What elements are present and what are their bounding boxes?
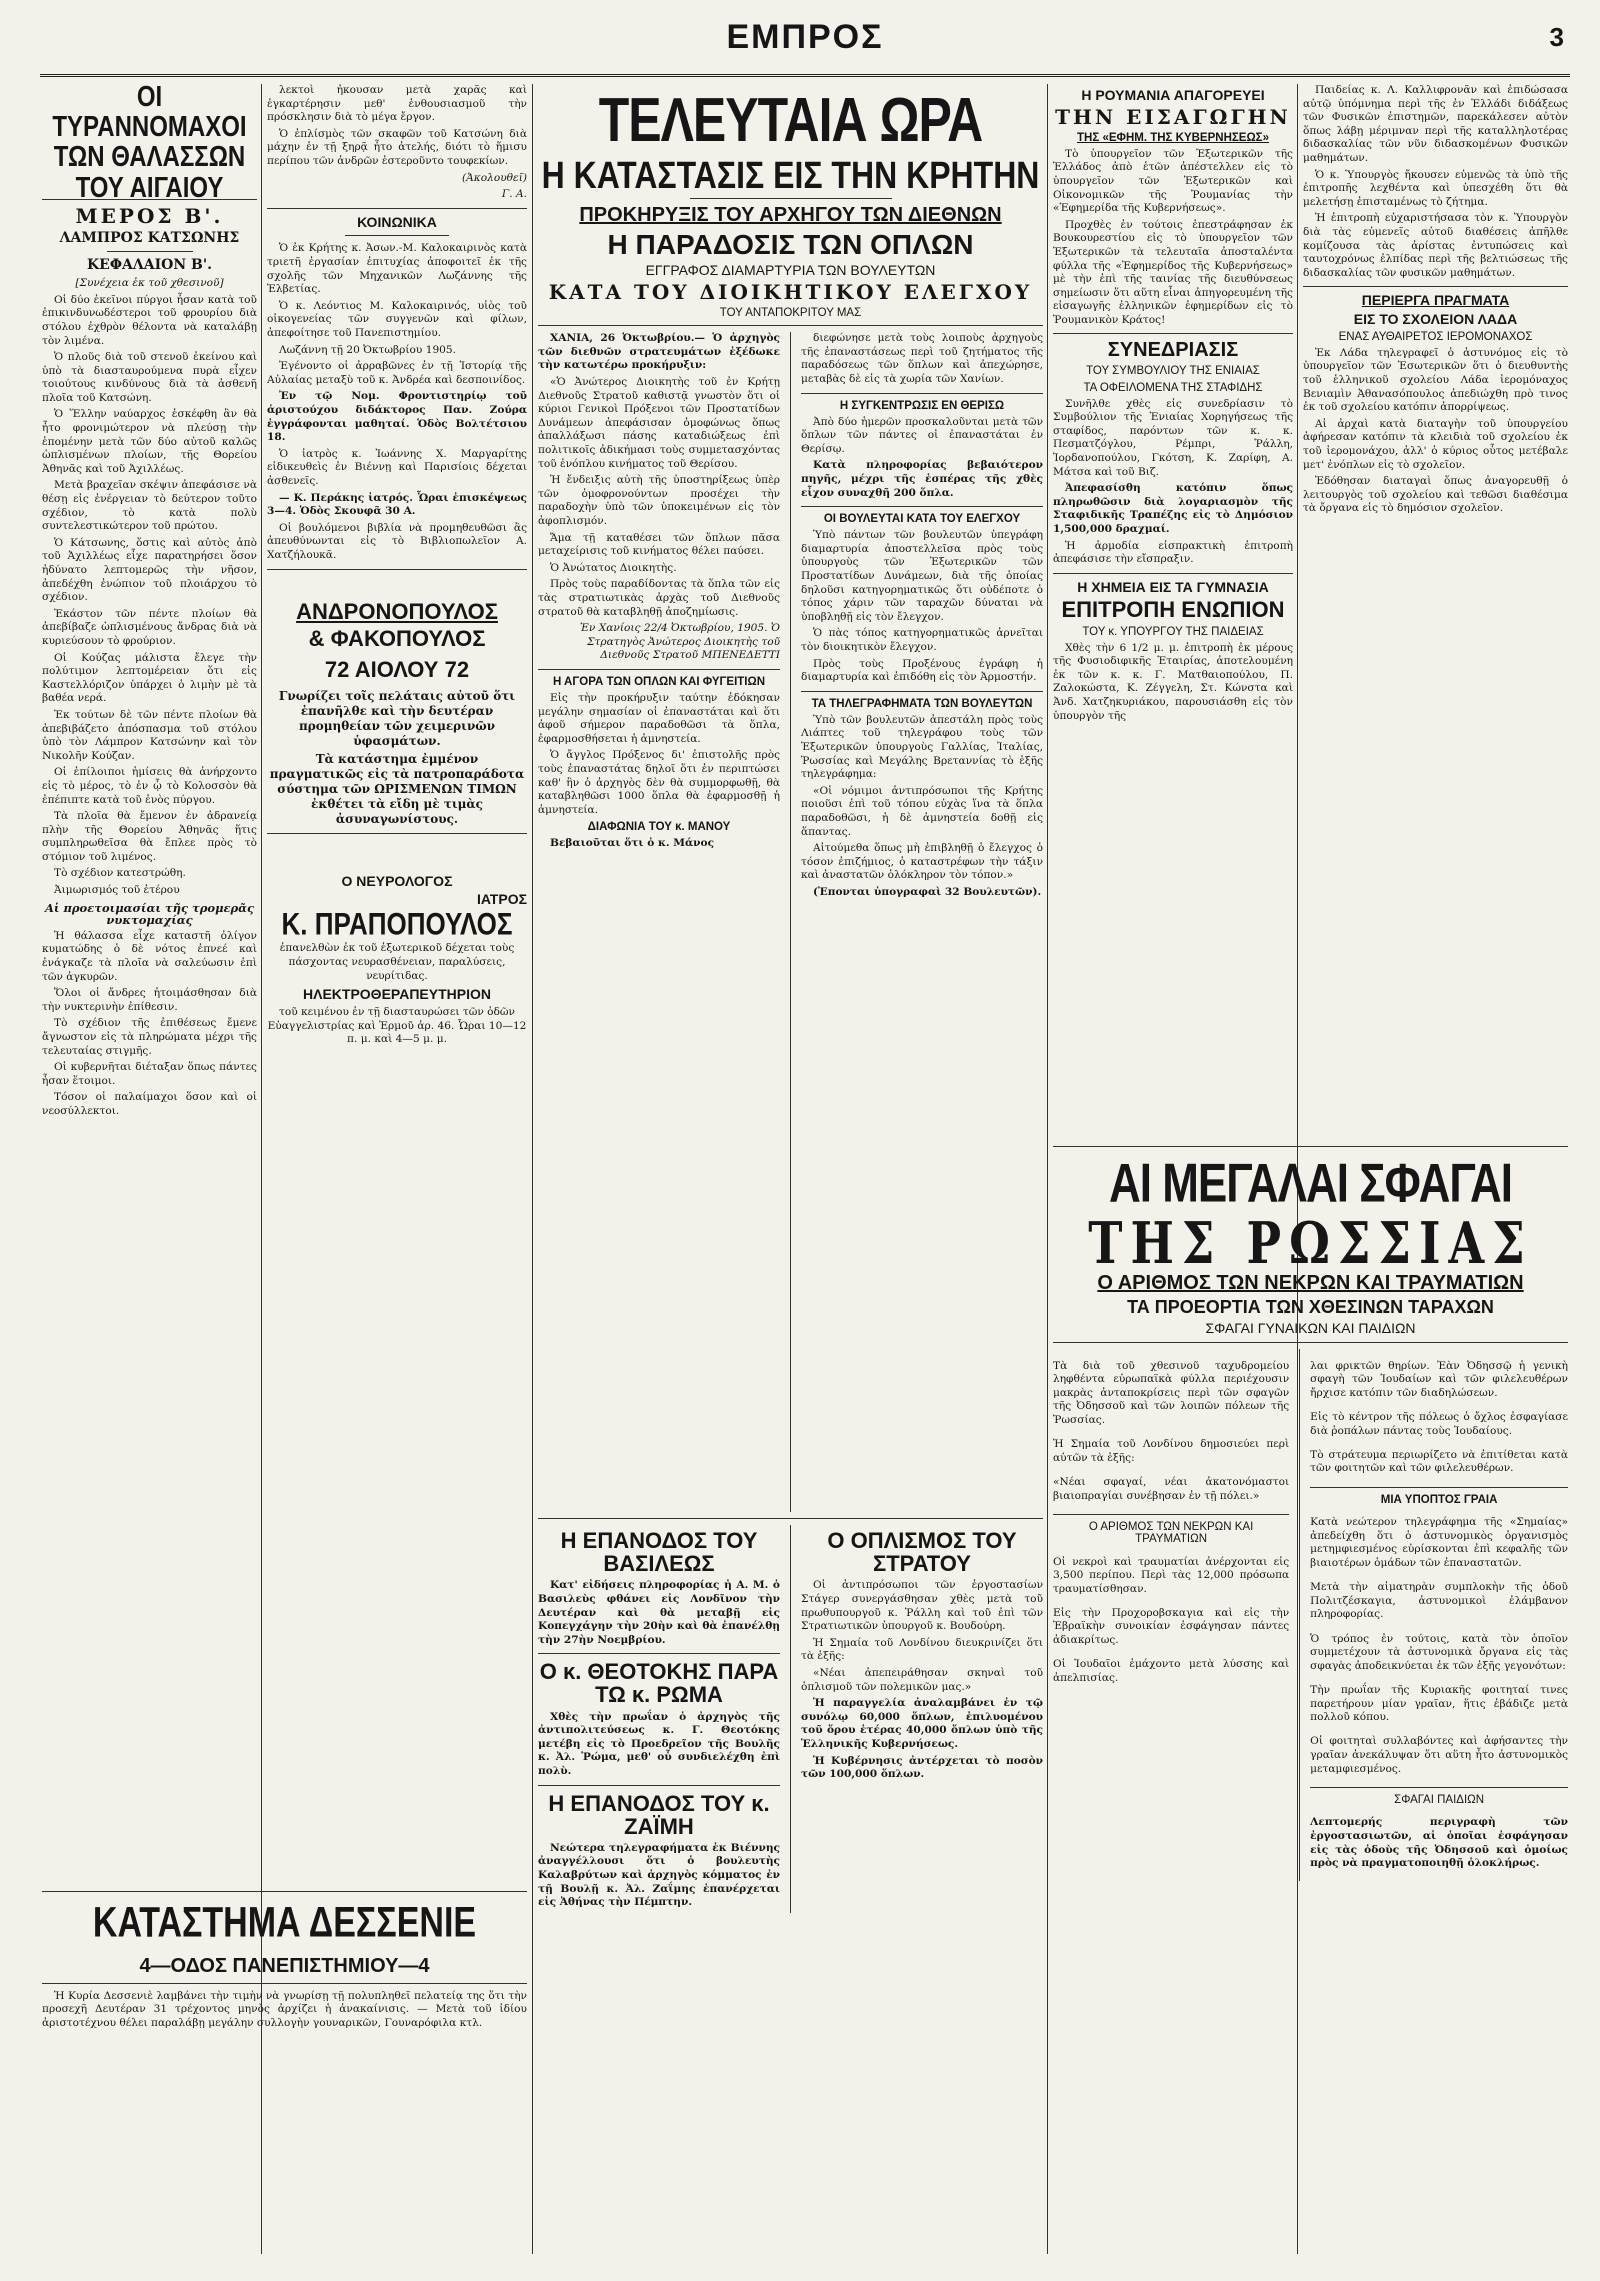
headline: Η ΠΑΡΑΔΟΣΙΣ ΤΩΝ ΟΠΛΩΝ <box>607 229 974 261</box>
headline: ΕΠΙΤΡΟΠΗ ΕΝΩΠΙΟΝ <box>1061 597 1285 623</box>
paragraph: Ἐκ τούτων δὲ τῶν πέντε πλοίων θὰ ἀπεβιβάζετο ἀπόσπασμα τοῦ στόλου ὑπὸ τὸν Λάμπρον Κατσώνην καὶ τὸν Νικολῆν Κούζαν. <box>42 708 257 762</box>
subheading: ΣΦΑΓΑΙ ΠΑΙΔΙΩΝ <box>1394 1793 1485 1806</box>
newspaper-title: ΕΜΠΡΟΣ <box>726 18 884 56</box>
paragraph: Ἡ ἀρμοδία εἰσπρακτικὴ ἐπιτροπὴ ἀπεφάσισε τὴν εἴσπραξιν. <box>1053 539 1293 566</box>
serial-title: ΟΙ ΤΥΡΑΝΝΟΜΑΧΟΙ ΤΩΝ ΘΑΛΑΣΣΩΝ ΤΟΥ ΑΙΓΑΙΟΥ <box>52 84 247 204</box>
column-2 <box>267 84 527 1874</box>
subheading: Η ΣΥΓΚΕΝΤΡΩΣΙΣ ΕΝ ΘΕΡΙΣΩ <box>839 399 1005 412</box>
headline: ΠΕΡΙΕΡΓΑ ΠΡΑΓΜΑΤΑ <box>1361 292 1510 309</box>
headline: ΑΙ ΜΕΓΑΛΑΙ ΣΦΑΓΑΙ <box>1109 1152 1512 1214</box>
paragraph: Ἡ ἔνδειξις αὐτὴ τῆς ὑποστηρίξεως ὑπὲρ τῶν ὁμοφρονούντων προσέχει τὴν παραδοχὴν ὑπὸ τῶν ὑποκειμένων εἰς τὸν ἀφοπλισμόν. <box>538 474 781 527</box>
headline: ΠΡΟΚΗΡΥΞΙΣ ΤΟΥ ΑΡΧΗΓΟΥ ΤΩΝ ΔΙΕΘΝΩΝ <box>579 204 1002 227</box>
continued-note: (Ἀκολουθεῖ) <box>462 171 527 184</box>
article-columns <box>538 332 1043 1512</box>
paragraph: Νεώτερα τηλεγραφήματα ἐκ Βιέννης ἀναγγέλλουσι ὅτι ὁ βουλευτὴς Καλαβρύτων καὶ ἀρχηγὸς κόμματος ἐν τῇ Βουλῇ κ. Ἀλ. Ζαΐμης ἐπανέρχεται εἰς Ἀθήνας τὴν Πέμπτην. <box>538 1841 781 1909</box>
subheading: ΤΑ ΤΗΛΕΓΡΑΦΗΜΑΤΑ ΤΩΝ ΒΟΥΛΕΥΤΩΝ <box>811 697 1033 710</box>
headline: ΣΥΝΕΔΡΙΑΣΙΣ <box>1107 339 1239 362</box>
serial-subtitle: ΛΑΜΠΡΟΣ ΚΑΤΣΩΝΗΣ <box>59 229 240 246</box>
ad-dessenie <box>42 1885 527 2245</box>
paragraph: Χθὲς τὴν 6 1/2 μ. μ. ἐπιτροπὴ ἐκ μέρους τῆς Φυσιοδιφικῆς Ἑταιρίας, ἀποτελουμένη ἐκ τῶν κ. κ. Γ. Ματθαιοπούλου, Π. Ζαλοκώστα, Κ. Ζέγγελη, Στ. Κώνστα καὶ Ἀνδ. Χατζηκυριάκου, παρουσιάσθη εἰς τὸν ὑπουργὸν τῆς <box>1053 641 1293 722</box>
banner-headline: ΤΕΛΕΥΤΑΙΑ ΩΡΑ <box>598 84 983 155</box>
subheading: ΟΙ ΒΟΥΛΕΥΤΑΙ ΚΑΤΑ ΤΟΥ ΕΛΕΓΧΟΥ <box>823 513 1021 526</box>
paragraph: Κατὰ πληροφορίας βεβαιότερον πηγῆς, μέχρι τῆς ἑσπέρας τῆς χθὲς εἶχον συναχθῆ 200 ὅπλα. <box>801 459 1043 499</box>
column-3 <box>538 84 1043 2254</box>
headline: Ο ΟΠΛΙΣΜΟΣ ΤΟΥ ΣΤΡΑΤΟΥ <box>827 1528 1017 1577</box>
headline: Η ΕΠΑΝΟΔΟΣ ΤΟΥ κ. ΖΑΪΜΗ <box>548 1790 770 1839</box>
column-rule <box>790 332 791 1512</box>
paragraph: Μετὰ τὴν αἱματηρὰν συμπλοκὴν τῆς ὁδοῦ Πολιτζέσκαγια, ἀστυνομικοὶ ἐλάμβανον πληροφορίας. <box>1310 1581 1568 1621</box>
byline: ΤΟΥ ΑΝΤΑΠΟΚΡΙΤΟΥ ΜΑΣ <box>719 307 862 320</box>
paragraph: Τὸ σχέδιον κατεστρώθη. <box>54 867 186 880</box>
ad-text: ἐπανελθὼν ἐκ τοῦ ἐξωτερικοῦ δέχεται τοὺς πάσχοντας νευρασθένειαν, παραλύσεις, νευρίτιδας. <box>279 942 515 982</box>
headline: ΚΑΤΑ ΤΟΥ ΔΙΟΙΚΗΤΙΚΟΥ ΕΛΕΓΧΟΥ <box>548 280 1033 305</box>
column-rule <box>532 84 533 2254</box>
paragraph: Οἱ ἀντιπρόσωποι τῶν ἐργοστασίων Στάγερ συνεργάσθησαν χθὲς μετὰ τοῦ πρωθυπουργοῦ κ. Ῥάλλη καὶ τοῦ ἐπὶ τῶν Στρατιωτικῶν ὑπουργοῦ κ. Βουδούρη. <box>801 1579 1043 1633</box>
page-number: 3 <box>1549 22 1564 52</box>
paragraph: Ὅλοι οἱ ἄνδρες ἠτοιμάσθησαν διὰ τὴν νυκτερινὴν ἐπίθεσιν. <box>42 987 257 1013</box>
paragraph: Ὑπὸ πάντων τῶν βουλευτῶν ὑπεγράφη διαμαρτυρία ἀποστελλεῖσα πρὸς τοὺς ὑπουργοὺς τῶν Ἐξωτερικῶν τῶν Προστατίδων Δυνάμεων, διὰ τῆς ὁποίας δηλοῦσι κατηγορηματικῶς ὅτι οὐδέποτε ὁ τόπος χάριν τῶν ταραχῶν δύναται νὰ ὑποβληθῇ εἰς τὸν ἔλεγχον. <box>801 529 1043 623</box>
paragraph: Ἡ θάλασσα εἶχε καταστῆ ὀλίγον κυματώδης ὁ δὲ νότος ἐπνεέ καὶ ἐνάγκαζε τὰ πλοῖα νὰ σαλεύωσιν ἐπὶ τῶν ἀγκυρῶν. <box>42 929 257 983</box>
paragraph: Παιδείας κ. Λ. Καλλιφρονᾶν καὶ ἐπιδώσασα αὐτῷ ὑπόμνημα περὶ τῆς ἐν Ἑλλάδι διδάξεως τῶν Φυσικῶν ἐπιστημῶν, παρεκάλεσεν αὐτὸν ὅπως λάβῃ μέριμναν περὶ τῆς καταλληλοτέρας διδασκαλίας τῶν νῦν διδασκομένων Φυσικῶν μαθημάτων. <box>1303 84 1568 164</box>
paragraph: — Κ. Περάκης ἰατρός. Ὧραι ἐπισκέψεως 3—4. Ὁδὸς Σκουφᾶ 30 Α. <box>267 491 527 518</box>
paragraph: Κατὰ νεώτερον τηλεγράφημα τῆς «Σημαίας» ἀπεδείχθη ὅτι ὁ ἀστυνομικὸς ὀργανισμὸς μετημφιεσμένος εὑρίσκονται ἐπὶ κεφαλῆς τῶν βιαιοτέρων ὁμάδων τῶν ἐπαναστατῶν. <box>1310 1516 1568 1570</box>
russia-left <box>1053 1349 1289 1881</box>
signature: Ἐν Χανίοις 22/4 Ὀκτωβρίου, 1905. Ὁ Στρατηγὸς Ἀνώτερος Διοικητὴς τοῦ Διεθνοῦς Στρατοῦ ΜΠΕΝΕΔΕΤΤΙ <box>579 622 781 662</box>
paragraph: Τὸ ὑπουργεῖον τῶν Ἐξωτερικῶν τῆς Ἑλλάδος ἀπὸ ἑτῶν ἀπέστελλεν εἰς τὸ ὑπουργεῖον τῶν Ἐξωτερικῶν καὶ Οἰκονομικῶν τῆς Ῥουμανίας τὴν «Ἐφημερίδα τῆς Κυβερνήσεως». <box>1053 147 1293 215</box>
ad-heading: ΙΑΤΡΟΣ <box>476 891 527 908</box>
paragraph: «Νέαι σφαγαί, νέαι ἀκατονόμαστοι βιαιοπραγίαι συνέβησαν ἐν τῇ πόλει.» <box>1053 1476 1290 1502</box>
paragraph: «Νέαι ἀπεπειράθησαν σκηναὶ τοῦ ὁπλισμοῦ τῶν πολεμικῶν μας.» <box>801 1666 1043 1693</box>
paragraph: Λεπτομερής περιγραφὴ τῶν ἐργοστασιωτῶν, αἱ ὁποῖαι ἐσφάγησαν εἰς τὰς ὁδοὺς τῆς Ὀδησσοῦ καὶ ὁμοίως πρὸς νὰ πραγματοποιηθῇ ὁλοκλήρως. <box>1310 1816 1568 1870</box>
paragraph: Εἰς τὴν Προχοροβσκαγια καὶ εἰς τὴν Ἐβραϊκὴν συνοικίαν ἐσφάγησαν πάντες ἀδιακρίτως. <box>1053 1606 1290 1647</box>
paragraph: Τὸ σχέδιον τῆς ἐπιθέσεως ἔμενε ἄγνωστον εἰς τὰ πληρώματα μέχρι τῆς τελευταίας στιγμῆς. <box>42 1017 257 1057</box>
paragraph: Πρὸς τοὺς παραδίδοντας τὰ ὅπλα τῶν εἰς τὰς στρατιωτικὰς ἀρχὰς τοῦ Διεθνοῦς στρατοῦ θὰ καταβληθῇ ἀποζημίωσις. <box>538 578 781 618</box>
paragraph: Ἐγένοντο οἱ ἀρραβῶνες ἐν τῇ Ἱστορίᾳ τῆς Αὐλαίας μεταξὺ τοῦ κ. Ἀνδρέα καὶ δεσποινίδος. <box>267 360 527 386</box>
paragraph: Ἡ παραγγελία ἀναλαμβάνει ἐν τῷ συνόλῳ 60,000 ὅπλων, ἐπιλυομένου τοῦ ὅρου ἑτέρας 40,000 ὅπλων ὑπὸ τῆς Ἑλληνικῆς Κυβερνήσεως. <box>801 1697 1043 1750</box>
paragraph: Ὁ τρόπος ἐν τούτοις, κατὰ τὸν ὁποῖον συμμετέχουν τὰ ἀστυνομικὰ ὄργανα εἰς τὰς σφαγὰς ἀποδεικνύεται ἐκ τῶν ἑξῆς γεγονότων: <box>1310 1632 1568 1672</box>
paragraph: Οἱ φοιτηταὶ συλλαβόντες καὶ ἀφήσαντες τὴν γραῖαν ἀνεκάλυψαν ὅτι αὕτη ἦτο ἀστυνομικὸς μεταμφιεσμένος. <box>1310 1735 1568 1775</box>
serial-continued: [Συνέχεια ἐκ τοῦ χθεσινοῦ] <box>75 277 224 290</box>
headline: Η ΧΗΜΕΙΑ ΕΙΣ ΤΑ ΓΥΜΝΑΣΙΑ <box>1077 578 1269 595</box>
column-5 <box>1303 84 1568 1134</box>
paragraph: Ὁ Ἀνώτατος Διοικητὴς. <box>550 561 677 574</box>
ad-address: 4—ΟΔΟΣ ΠΑΝΕΠΙΣΤΗΜΙΟΥ—4 <box>139 1954 430 1977</box>
paragraph: Οἱ ἐπίλοιποι ἡμίσεις θὰ ἀνήρχοντο εἰς τὸ μέρος, τὸ ἐν ᾧ τὸ Κολοσσὸν θὰ ἐπέπιπτε κατὰ τοῦ ἐνὸς πύργου. <box>42 766 257 806</box>
paragraph: λεκτοὶ ἦκουσαν μετὰ χαρᾶς καὶ ἐγκαρτέρησιν μεθ' ἐνθουσιασμοῦ τὴν πρόσκλησιν διὰ τὸ μέγα ἔργον. <box>267 84 527 124</box>
paragraph: Ἀιμωρισμός τοῦ ἐτέρου <box>54 884 180 897</box>
paragraph: λαι φρικτῶν θηρίων. Ἐὰν Ὀδησσῷ ἡ γενικὴ σφαγὴ τῶν Ἰουδαίων καὶ τῶν φιλελευθέρων ἤρχισε κατόπιν τῶν διαδηλώσεων. <box>1310 1359 1568 1399</box>
subheading: Ο ΑΡΙΘΜΟΣ ΤΩΝ ΝΕΚΡΩΝ ΚΑΙ ΤΡΑΥΜΑΤΙΩΝ <box>1088 1520 1254 1545</box>
serial-chapter: ΚΕΦΑΛΑΙΟΝ Β'. <box>86 257 213 274</box>
ad-text: Ἡ Κυρία Δεσσενιὲ λαμβάνει τὴν τιμὴν νὰ γνωρίσῃ τῇ πολυπληθεῖ πελατείᾳ της ὅτι τὴν προσεχῆ Δευτέραν 31 τρέχοντος μηνὸς ἀρχίζει ἡ ἀνακαίνισις. — Μετὰ τοῦ ἰδίου ἀριστοτέχνου θέλει παραλάβῃ μεγάλην συλλογὴν γουναρικῶν, Γουναρόφιλα κτλ. <box>42 1989 527 2029</box>
paragraph: Χθὲς τὴν πρωΐαν ὁ ἀρχηγὸς τῆς ἀντιπολιτεύσεως κ. Γ. Θεοτόκης μετέβη εἰς τὸ Προεδρεῖον τῆς Βουλῆς κ. Ἀλ. Ῥώμα, μεθ' οὗ συνδιελέχθη ἐπὶ πολὺ. <box>538 1710 781 1777</box>
paragraph: Αἱ ἀρχαὶ κατὰ διαταγὴν τοῦ ὑπουργείου ἀφήρεσαν κατόπιν τὰ κλειδιὰ τοῦ σχολείου ἐκ τοῦ ἱερομονάχου, ἀλλ' ὁ κύριος οὗτος μετέβαλε μετ' ἐνόπλων εἰς τὸ σχολεῖον. <box>1303 417 1568 471</box>
paragraph: Ἡ Σημαία τοῦ Λονδίνου δημοσιεύει περὶ αὐτῶν τὰ ἑξῆς: <box>1053 1438 1290 1464</box>
article-bottom-right <box>801 1525 1043 1912</box>
headline: ΣΦΑΓΑΙ ΓΥΝΑΙΚΩΝ ΚΑΙ ΠΑΙΔΙΩΝ <box>1205 1320 1416 1337</box>
ad-name: & ΦΑΚΟΠΟΥΛΟΣ <box>308 625 486 651</box>
article-right <box>801 332 1043 1512</box>
paragraph: Ὁ ἐπλίσμὸς τῶν σκαφῶν τοῦ Κατσώνη διὰ μάχην ἐν τῇ ξηρᾷ ἦτο ἀτελής, διότι τὸ ἥμισυ περίπου τῶν ἀνδρῶν ἐστεροῦντο τουφεκίων. <box>267 127 527 167</box>
column-4 <box>1053 84 1293 1134</box>
paragraph: διεφώνησε μετὰ τοὺς λοιποὺς ἀρχηγοὺς τῆς ἐπαναστάσεως περὶ τοῦ ζητήματος τῆς παραδόσεως τῶν ὅπλων καὶ ἀπεχώρησε, μεταβὰς δὲ εἰς τὰ χωρία τῶν Χανίων. <box>801 332 1043 386</box>
ad-text: Τὰ κατάστημα ἐμμένον πραγματικῶς εἰς τὰ πατροπαράδοτα σύστημα τῶν ΩΡΙΣΜΕΝΩΝ ΤΙΜΩΝ ἐκθέτει τὰ εἴδη μὲ τιμὰς ἀσυναγωνίστους. <box>269 751 525 826</box>
paragraph: Ὁ κ. Ὑπουργὸς ἤκουσεν εὐμενῶς τὰ ὑπὸ τῆς ἐπιτροπῆς λεχθέντα καὶ ὑπεσχέθη ὅτι θὰ μελετήσῃ ἐπισταμένως τὸ ζήτημα. <box>1303 168 1568 208</box>
subheading: ΔΙΑΦΩΝΙΑ ΤΟΥ κ. ΜΑΝΟΥ <box>587 821 731 834</box>
headline: ΕΝΑΣ ΑΥΘΑΙΡΕΤΟΣ ΙΕΡΟΜΟΝΑΧΟΣ <box>1338 330 1533 343</box>
headline: ΤΟΥ κ. ΥΠΟΥΡΓΟΥ ΤΗΣ ΠΑΙΔΕΙΑΣ <box>1082 625 1264 638</box>
column-rule <box>1047 84 1048 2254</box>
headline: Ο κ. ΘΕΟΤΟΚΗΣ ΠΑΡΑ ΤΩ κ. ΡΩΜΑ <box>539 1659 779 1708</box>
section-subheading: Αἱ προετοιμασίαι τῆς τρομερᾶς νυκτομαχίας <box>45 900 254 927</box>
paragraph: «Οἱ νόμιμοι ἀντιπρόσωποι τῆς Κρήτης ποιοῦσι ἐπὶ τοῦ τόπου εὐχὰς ἵνα τὰ ὅπλα παραδοθῶσι, ἡ δὲ ἀμνηστεία δοθῇ εἰς ἅπαντας. <box>801 784 1043 838</box>
headline: ΤΑ ΟΦΕΙΛΟΜΕΝΑ ΤΗΣ ΣΤΑΦΙΔΗΣ <box>1083 381 1263 394</box>
ad-subheading: ΗΛΕΚΤΡΟΘΕΡΑΠΕΥΤΗΡΙΟΝ <box>303 986 491 1003</box>
paragraph: Ὁ πλοῦς διὰ τοῦ στενοῦ ἐκείνου καὶ ὑπὸ τὰ διασταυρούμενα πυρὰ εἶχεν τοιούτους κινδύνους διὰ τὰ ἀσθενῆ πλοῖα τοῦ Κατσώνη. <box>42 351 257 404</box>
subheading: ΜΙΑ ΥΠΟΠΤΟΣ ΓΡΑΙΑ <box>1380 1493 1498 1506</box>
paragraph: Ὑπὸ τῶν βουλευτῶν ἀπεστάλη πρὸς τοὺς Λιάπτες τοῦ τηλεγράφου τοὺς τῶν Ἐξωτερικῶν ὑπουργοὺς Γαλλίας, Ἰταλίας, Ῥωσσίας καὶ Μεγάλης Βρεταννίας τὸ ἑξῆς τηλεγράφημα: <box>801 713 1043 781</box>
column-rule <box>790 1525 791 1912</box>
paragraph: Οἱ νεκροὶ καὶ τραυματίαι ἀνέρχονται εἰς 3,500 περίπου. Περὶ τὰς 12,000 πρόσωπα τραυματίσθησαν. <box>1053 1555 1290 1595</box>
headline: ΕΙΣ ΤΟ ΣΧΟΛΕΙΟΝ ΛΑΔΑ <box>1353 311 1518 327</box>
ad-neurologist <box>267 874 527 1047</box>
headline: ΤΑ ΠΡΟΕΟΡΤΙΑ ΤΩΝ ΧΘΕΣΙΝΩΝ ΤΑΡΑΧΩΝ <box>1127 1297 1494 1318</box>
ad-heading: Ο ΝΕΥΡΟΛΟΓΟΣ <box>341 872 453 889</box>
ad-text: Γνωρίζει τοῖς πελάταις αὐτοῦ ὅτι ἐπανῆλθε καὶ τὴν δευτέραν προμηθείαν τῶν χειμερινῶν ὑφασμάτων. <box>278 688 516 748</box>
russia-right <box>1310 1349 1568 1881</box>
paragraph: Προχθὲς ἐν τούτοις ἐπεστράφησαν ἐκ Βουκουρεστίου εἰς τὸ ὑπουργεῖον τῶν Ἐξωτερικῶν τὰ τελευταῖα ἀποσταλέντα φύλλα τῆς «Ἐφημερίδος τῆς Κυβερνήσεως» μὲ τὴν ἐπὶ τῆς ταινίας τῆς διευθύνσεως σημείωσιν ὅτι αὕτη εἶναι ἀπηγορευμένη τῆς εἰσαγωγῆς ἑλληνικῶν ἐφημερίδων εἰς τὸ Ῥουμανικὸν Κράτος! <box>1053 218 1293 326</box>
headline: ΤΗΣ ΡΩΣΣΙΑΣ <box>1088 1209 1533 1277</box>
headline: ΤΟΥ ΣΥΜΒΟΥΛΙΟΥ ΤΗΣ ΕΝΙΑΙΑΣ <box>1086 365 1260 378</box>
paragraph: Ὁ Ἕλλην ναύαρχος ἐσκέφθη ἂν θὰ ἦτο φρονιμώτερον νὰ πλεύσῃ τὴν ἑπομένην μετὰ τῶν δύο αὐτοῦ καλῶς ὡπλισμένων πλοίων, τῆς Θορείου Ἀθηνᾶς καὶ τοῦ Ἀχιλλέως. <box>42 408 257 475</box>
paragraph: Λωζάννη τῇ 20 Ὀκτωβρίου 1905. <box>279 343 457 356</box>
koinonika-heading: ΚΟΙΝΩΝΙΚΑ <box>357 213 437 230</box>
headline: Ο ΑΡΙΘΜΟΣ ΤΩΝ ΝΕΚΡΩΝ ΚΑΙ ΤΡΑΥΜΑΤΙΩΝ <box>1097 1272 1524 1295</box>
paragraph: Μετὰ βραχεῖαν σκέψιν ἀπεφάσισε νὰ θέσῃ εἰς ἐνέργειαν τὸ δεύτερον τοῦτο σχέδιον, τὸ κατὰ πολὺ συντελεστικώτερον τοῦ πρώτου. <box>42 479 257 533</box>
paragraph: Οἱ βουλόμενοι βιβλία νὰ προμηθευθῶσι ἂς ἀπευθύνωνται εἰς τὸ Βιβλιοπωλεῖον Α. Χατζήλουκᾶ. <box>267 521 527 561</box>
paragraph: Οἱ δύο ἐκεῖνοι πύργοι ἦσαν κατὰ τοῦ ἐπικινδυνωδέστεροι τοῦ φρουρίου διὰ στόλου ἐχθρὸν θέλοντα νὰ καταλάβῃ τὸν λιμένα. <box>42 293 257 347</box>
paragraph: (Ἐπονται ὑπογραφαὶ 32 Βουλευτῶν). <box>813 886 1042 899</box>
paragraph: Οἱ Κούζας μάλιστα ἔλεγε τὴν πολύτιμον λεπτομέρειαν ὅτι εἰς Καστελλόριζον ὑπάρχει ὁ λιμὴν μὲ τὰ βαθέα νερά. <box>42 651 257 705</box>
paragraph: Ὁ Κάτσωνης, ὅστις καὶ αὐτὸς ἀπὸ τοῦ Ἀχιλλέως εἶχε παρατηρήσει ὅσον ἠδύνατο λεπτομερῶς τὴν νῆσον, ἀπεδέχθη ἐνώπιον τοῦ πλοιάρχου τὸ σχέδιον. <box>42 536 257 604</box>
paragraph: Τὰ πλοῖα θὰ ἔμενον ἐν ἀδρανείᾳ πλὴν τῆς Θορείου Ἀθηνᾶς ἥτις συμπληρωθεῖσα θὰ ἔπλεε πρὸς τὸ στόμιον τοῦ λιμένος. <box>42 810 257 863</box>
headline: Η ΕΠΑΝΟΔΟΣ ΤΟΥ ΒΑΣΙΛΕΩΣ <box>560 1528 758 1577</box>
ad-andronopoulos <box>267 600 527 827</box>
paragraph: Ὁ κ. Λεόντιος Μ. Καλοκαιρινός, υἱὸς τοῦ οἰκογενείας τῶν συγγενῶν καὶ φίλων, ἀπεφοίτησε τοῦ Πανεπιστημίου. <box>267 299 527 339</box>
ad-text: τοῦ κειμένου ἐν τῇ διασταυρώσει τῶν ὁδῶν Εὐαγγελιστρίας καὶ Ἑρμοῦ ἀρ. 46. Ὧραι 10—12 π. μ. καὶ 4—5 μ. μ. <box>267 1005 527 1046</box>
headline: ΤΗΣ «ΕΦΗΜ. ΤΗΣ ΚΥΒΕΡΝΗΣΕΩΣ» <box>1077 131 1269 144</box>
paragraph: Ἀπεφασίσθη κατόπιν ὅπως πληρωθῶσιν διὰ λογαριασμὸν τῆς Σταφιδικῆς Τραπέζης εἰς τὸ Δημόσιον 1,500,000 δραχμαί. <box>1053 482 1293 535</box>
article-bottom-left <box>538 1525 780 1912</box>
paragraph: «Ὁ Ἀνώτερος Διοικητὴς τοῦ ἐν Κρήτῃ Διεθνοῦς Στρατοῦ καθιστᾷ γνωστὸν ὅτι οἱ κύριοι Γενικοὶ Πρόξενοι τῶν Προστατίδων Δυνάμεων ἀπεφάσισαν ὁμοφώνως ὅπως ἀπαλλάξωσι πάσης καταδιώξεως ἐπὶ πολιτικοῖς ἀδικήμασι τοὺς συμμετασχόντας τοῦ ἐνόπλου κινήματος τοῦ Θερίσου. <box>538 376 781 470</box>
headline: Η ΚΑΤΑΣΤΑΣΙΣ ΕΙΣ ΤΗΝ ΚΡΗΤΗΝ <box>541 152 1040 196</box>
paragraph: Ἡ Σημαία τοῦ Λονδίνου διευκρινίζει ὅτι τὰ ἑξῆς: <box>801 1636 1043 1663</box>
headline: ΕΓΓΡΑΦΟΣ ΔΙΑΜΑΡΤΥΡΙΑ ΤΩΝ ΒΟΥΛΕΥΤΩΝ <box>645 262 936 279</box>
paragraph: Οἱ Ἰουδαῖοι ἐμάχοντο μετὰ λύσσης καὶ ἀπελπισίας. <box>1053 1658 1290 1684</box>
paragraph: Ἡ ἐπιτροπὴ εὐχαριστήσασα τὸν κ. Ὑπουργὸν διὰ τὰς εὐμενεῖς αὐτοῦ διαθέσεις ἀπῆλθε κομίζουσα τὰς ἀρίστας ἐντυπώσεις καὶ ταυτοχρόνως ἐλπίδας περὶ τῆς βελτιώσεως τῆς διδασκαλίας τῶν φυσικῶν μαθημάτων. <box>1303 212 1568 279</box>
russia-columns <box>1053 1349 1568 1881</box>
ad-name: ΑΝΔΡΟΝΟΠΟΥΛΟΣ <box>296 598 498 624</box>
paragraph: Βεβαιοῦται ὅτι ὁ κ. Μάνος <box>550 837 715 850</box>
masthead <box>40 18 1570 77</box>
paragraph: Ἀπὸ δύο ἡμερῶν προσκαλοῦνται μετὰ τῶν ὅπλων τῶν πάντες οἱ ἐπαναστάται ἐν Θερίσῳ. <box>801 415 1043 455</box>
serial-part: ΜΕΡΟΣ Β'. <box>75 203 224 228</box>
subheading: Η ΑΓΟΡΑ ΤΩΝ ΟΠΛΩΝ ΚΑΙ ΦΥΓΕΙΤΙΩΝ <box>552 675 766 688</box>
headline: ΤΗΝ ΕΙΣΑΓΩΓΗΝ <box>1055 104 1291 129</box>
paragraph: Αἰτούμεθα ὅπως μὴ ἐπιβληθῇ ὁ ἔλεγχος ὁ τόσον ἐπιζήμιος, ὁ καταστρέφων τὴν τάξιν καὶ ἀναστατῶν ὁλόκληρον τὸν τόπον.» <box>801 842 1043 882</box>
paragraph: Ὁ ἐκ Κρήτης κ. Ἀσων.-Μ. Καλοκαιρινὸς κατὰ τριετῆ ἐργασίαν ἐπιτυχίας ἀποφοιτεῖ ἐκ τῆς σχολῆς τῶν Μηχανικῶν Λωζάννης τῆς Ἑλβετίας. <box>267 242 527 296</box>
paragraph: Ἐδόθησαν διαταγαὶ ὅπως ἀναγορευθῇ ὁ λειτουργὸς τοῦ σχολείου καὶ τεθῶσι διαθέσιμα τὰ ὄργανα εἰς τὸ δημόσιον σχολεῖον. <box>1303 475 1568 515</box>
paragraph: Ἄμα τῇ καταθέσει τῶν ὅπλων πᾶσα μεταχείρισις τοῦ κινήματος θέλει παύσει. <box>538 531 781 558</box>
author-initials: Γ. Α. <box>501 188 527 201</box>
paragraph: Τόσον οἱ παλαίμαχοι ὅσον καὶ οἱ νεοσύλλεκτοι. <box>42 1091 257 1117</box>
bottom-articles <box>538 1525 1043 1912</box>
paragraph: Ἐκάστον τῶν πέντε πλοίων θὰ ἀπεβίβαζε ὡπλισμένους ἄνδρας διὰ νὰ κυριεύσουν τὸ φρούριον. <box>42 607 257 647</box>
article-left <box>538 332 780 1512</box>
paragraph: Ὁ πὰς τόπος κατηγορηματικῶς ἀρνεῖται τὸν διοικητικὸν ἔλεγχον. <box>801 627 1043 654</box>
russia-article <box>1053 1140 1568 2255</box>
ad-doctor-name: Κ. ΠΡΑΠΟΠΟΥΛΟΣ <box>281 906 513 943</box>
paragraph: Τὰ διὰ τοῦ χθεσινοῦ ταχυδρομείου ληφθέντα εὐρωπαϊκὰ φύλλα περιέχουσιν μακρὰς ἀνταποκρίσεις περὶ τῶν σφαγῶν τῆς Ὀδησσοῦ καὶ τῶν λοιπῶν πόλεων τῆς Ῥωσσίας. <box>1053 1359 1290 1427</box>
paragraph: Ἐν τῷ Νομ. Φροντιστηρίῳ τοῦ ἀριστούχου διδάκτορος Παν. Ζούρα ἐγγράφονται μαθηταί. Ὁδὸς Βολτέτσιου 18. <box>267 390 527 444</box>
paragraph: ΧΑΝΙΑ, 26 Ὀκτωβρίου.— Ὁ ἀρχηγὸς τῶν διεθνῶν στρατευμάτων ἐξέδωκε τὴν κατωτέρω προκήρυξιν: <box>538 332 781 372</box>
ad-title: ΚΑΤΑΣΤΗΜΑ ΔΕΣΣΕΝΙΕ <box>92 1899 477 1947</box>
paragraph: Κατ' εἰδήσεις πληροφορίας ἡ Α. Μ. ὁ Βασιλεὺς φθάνει εἰς Λονδῖνον τὴν Δευτέραν καὶ θὰ μεταβῇ εἰς Κοπεγχάγην τὴν 20ὴν καὶ θὰ ἐπανέλθῃ τὴν 27ὴν Νοεμβρίου. <box>538 1579 781 1646</box>
paragraph: Οἱ κυβερνῆται διέταξαν ὅπως πάντες ἦσαν ἕτοιμοι. <box>42 1061 257 1087</box>
paragraph: Τὸ στράτευμα περιωρίζετο νὰ ἐπιτίθεται κατὰ τῶν φοιτητῶν καὶ τῶν φιλελευθέρων. <box>1310 1448 1568 1475</box>
paragraph: Ὁ ἰατρὸς κ. Ἰωάννης Χ. Μαργαρίτης εἰδικευθεὶς ἐν Βιέννῃ καὶ Παρισίοις δέχεται ἀσθενεῖς. <box>267 447 527 487</box>
column-rule <box>1299 1349 1300 1881</box>
headline: Η ΡΟΥΜΑΝΙΑ ΑΠΑΓΟΡΕΥΕΙ <box>1081 87 1265 103</box>
paragraph: Ἐκ Λάδα τηλεγραφεῖ ὁ ἀστυνόμος εἰς τὸ ὑπουργεῖον τῶν Ἐσωτερικῶν ὅτι ὁ διευθυντὴς τοῦ ἑλληνικοῦ σχολείου Λάδα ἱερομόναχος Βενιαμὶν Ἀθανασόπουλος ἀπεδιώχθη πρὸ τινος ἐκ τοῦ σχολείου κατόπιν ἀπορρίψεως. <box>1303 346 1568 414</box>
paragraph: Εἰς τὴν προκήρυξιν ταύτην ἐδόκησαν μεγάλην σημασίαν οἱ ἐπαναστάται καὶ ὅτι ἀφοῦ σήμερον παραδοθῶσι τὰ ὅπλα, ἐφαρμοσθήσεται ἡ ἀμνηστεία. <box>538 691 781 745</box>
paragraph: Πρὸς τοὺς Προξένους ἐγράφη ἡ διαμαρτυρία καὶ ἐπιδόθη εἰς τὸν Ἀρμοστήν. <box>801 657 1043 684</box>
paragraph: Συνῆλθε χθὲς εἰς συνεδρίασιν τὸ Συμβούλιον τῆς Ἐνιαίας Χορηγήσεως τῆς σταφίδος, παρόντων τῶν κ. κ. Πεσματζόγλου, Ρέμπρι, Ῥάλλη, Ἰορδανοπούλου, Γκότση, Κ. Ζαρίφη, Α. Μάτσα καὶ τοῦ Βιζ. <box>1053 397 1293 478</box>
paragraph: Ἡ Κυβέρνησις ἀντέρχεται τὸ ποσὸν τῶν 100,000 ὅπλων. <box>801 1754 1043 1781</box>
ad-address: 72 ΑΙΟΛΟΥ 72 <box>324 656 470 682</box>
paragraph: Εἰς τὸ κέντρον τῆς πόλεως ὁ ὄχλος ἐσφαγίασε διὰ ῥοπάλων πάντας τοὺς Ἰουδαίους. <box>1310 1411 1568 1437</box>
paragraph: Ὁ ἄγγλος Πρόξενος δι' ἐπιστολῆς πρὸς τοὺς ἐπαναστάτας δηλοῖ ὅτι ἐν περιπτώσει καθ' ἣν ὁ ἀρχηγὸς δὲν θὰ συμμορφωθῇ, θὰ καταβληθῶσι 1000 ὅπλα θὰ ἐφαρμοσθῇ ἡ ἀμνηστεία. <box>538 749 781 816</box>
paragraph: Τὴν πρωΐαν τῆς Κυριακῆς φοιτηταί τινες παρετήρουν μίαν γραῖαν, ἥτις ἐβάδιζε μετὰ πολλοῦ κόπου. <box>1310 1683 1568 1724</box>
